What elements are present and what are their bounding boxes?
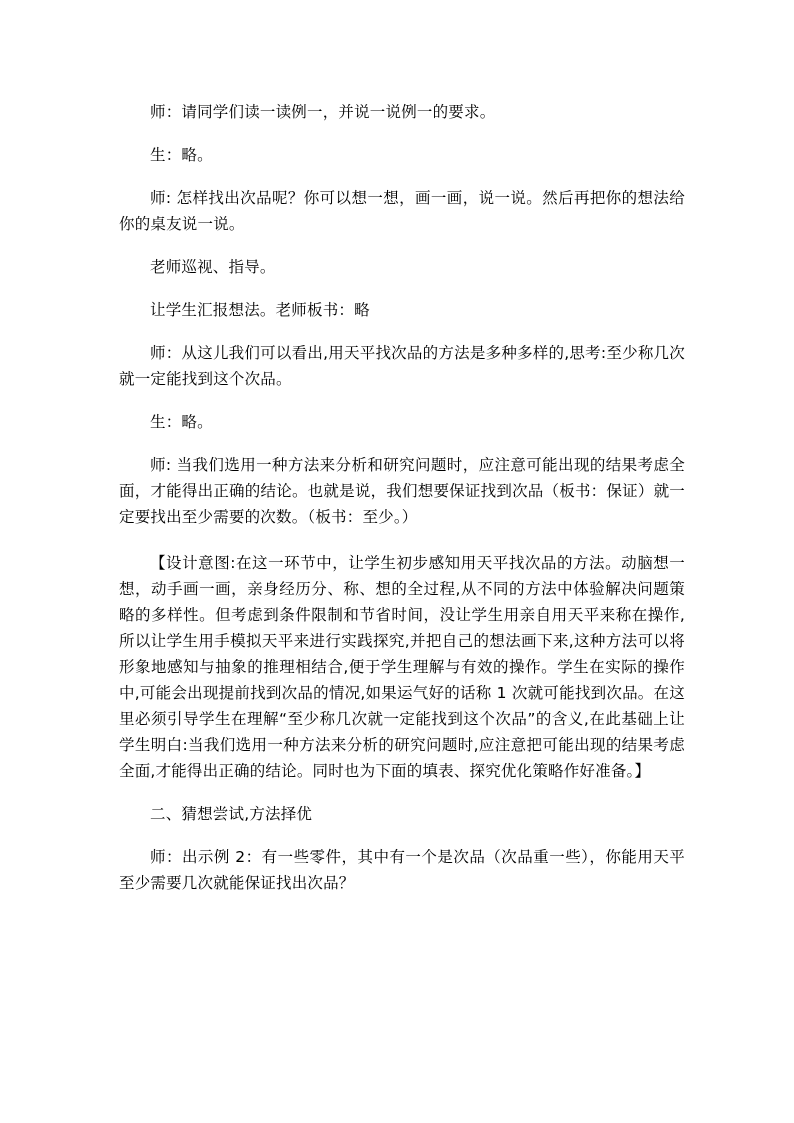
paragraph-example-2: 师：出示例 2：有一些零件，其中有一个是次品（次品重一些），你能用天平至少需要几次就能保证找出次品？ bbox=[119, 848, 685, 892]
paragraph-design-intent: 【设计意图:在这一环节中，让学生初步感知用天平找次品的方法。动脑想一想，动手画一画，亲身经历分、称、想的全过程,从不同的方法中体验解决问题策略的多样性。但考虑到条件限制和节省时间，没让学生用亲自用天平来称在操作,所以让学生用手模拟天平来进行实践探究,并把自己的想法画下来,这种方法可以将形象地感知与抽象的推理相结合,便于学生理解与有效的操作。学生在实际的操作中,可能会出现提前找到次品的情况,如果运气好的话称 1 次就可能找到次品。在这里必须引导学生在理解“至少称几次就一定能找到这个次品”的含义,在此基础上让学生明白:当我们选用一种方法来分析的研究问题时,应注意把可能出现的结果考虑全面,才能得出正确的结论。同时也为下面的填表、探究优化策略作好准备。】 bbox=[119, 554, 685, 780]
paragraph-student-reply-2: 生：略。 bbox=[150, 413, 213, 431]
paragraph-student-report: 让学生汇报想法。老师板书：略 bbox=[150, 301, 370, 319]
paragraph-teacher-conclusion: 师: 当我们选用一种方法来分析和研究问题时，应注意可能出现的结果考虑全面，才能得出正确的结论。也就是说，我们想要保证找到次品（板书：保证）就一定要找出至少需要的次数。（板书：至少。） bbox=[119, 456, 685, 526]
paragraph-teacher-find-defective: 师: 怎样找出次品呢？你可以想一想，画一画，说一说。然后再把你的想法给你的桌友说一说。 bbox=[119, 189, 685, 233]
paragraph-teacher-read-example: 师：请同学们读一读例一，并说一说例一的要求。 bbox=[150, 103, 496, 121]
paragraph-teacher-guide: 老师巡视、指导。 bbox=[150, 258, 276, 276]
section-heading-guess-try: 二、猜想尝试,方法择优 bbox=[150, 805, 313, 823]
paragraph-student-reply: 生：略。 bbox=[150, 146, 213, 164]
document-body bbox=[119, 99, 685, 896]
paragraph-teacher-think: 师：从这儿我们可以看出,用天平找次品的方法是多种多样的,思考:至少称几次就一定能找到这个次品。 bbox=[119, 344, 685, 388]
